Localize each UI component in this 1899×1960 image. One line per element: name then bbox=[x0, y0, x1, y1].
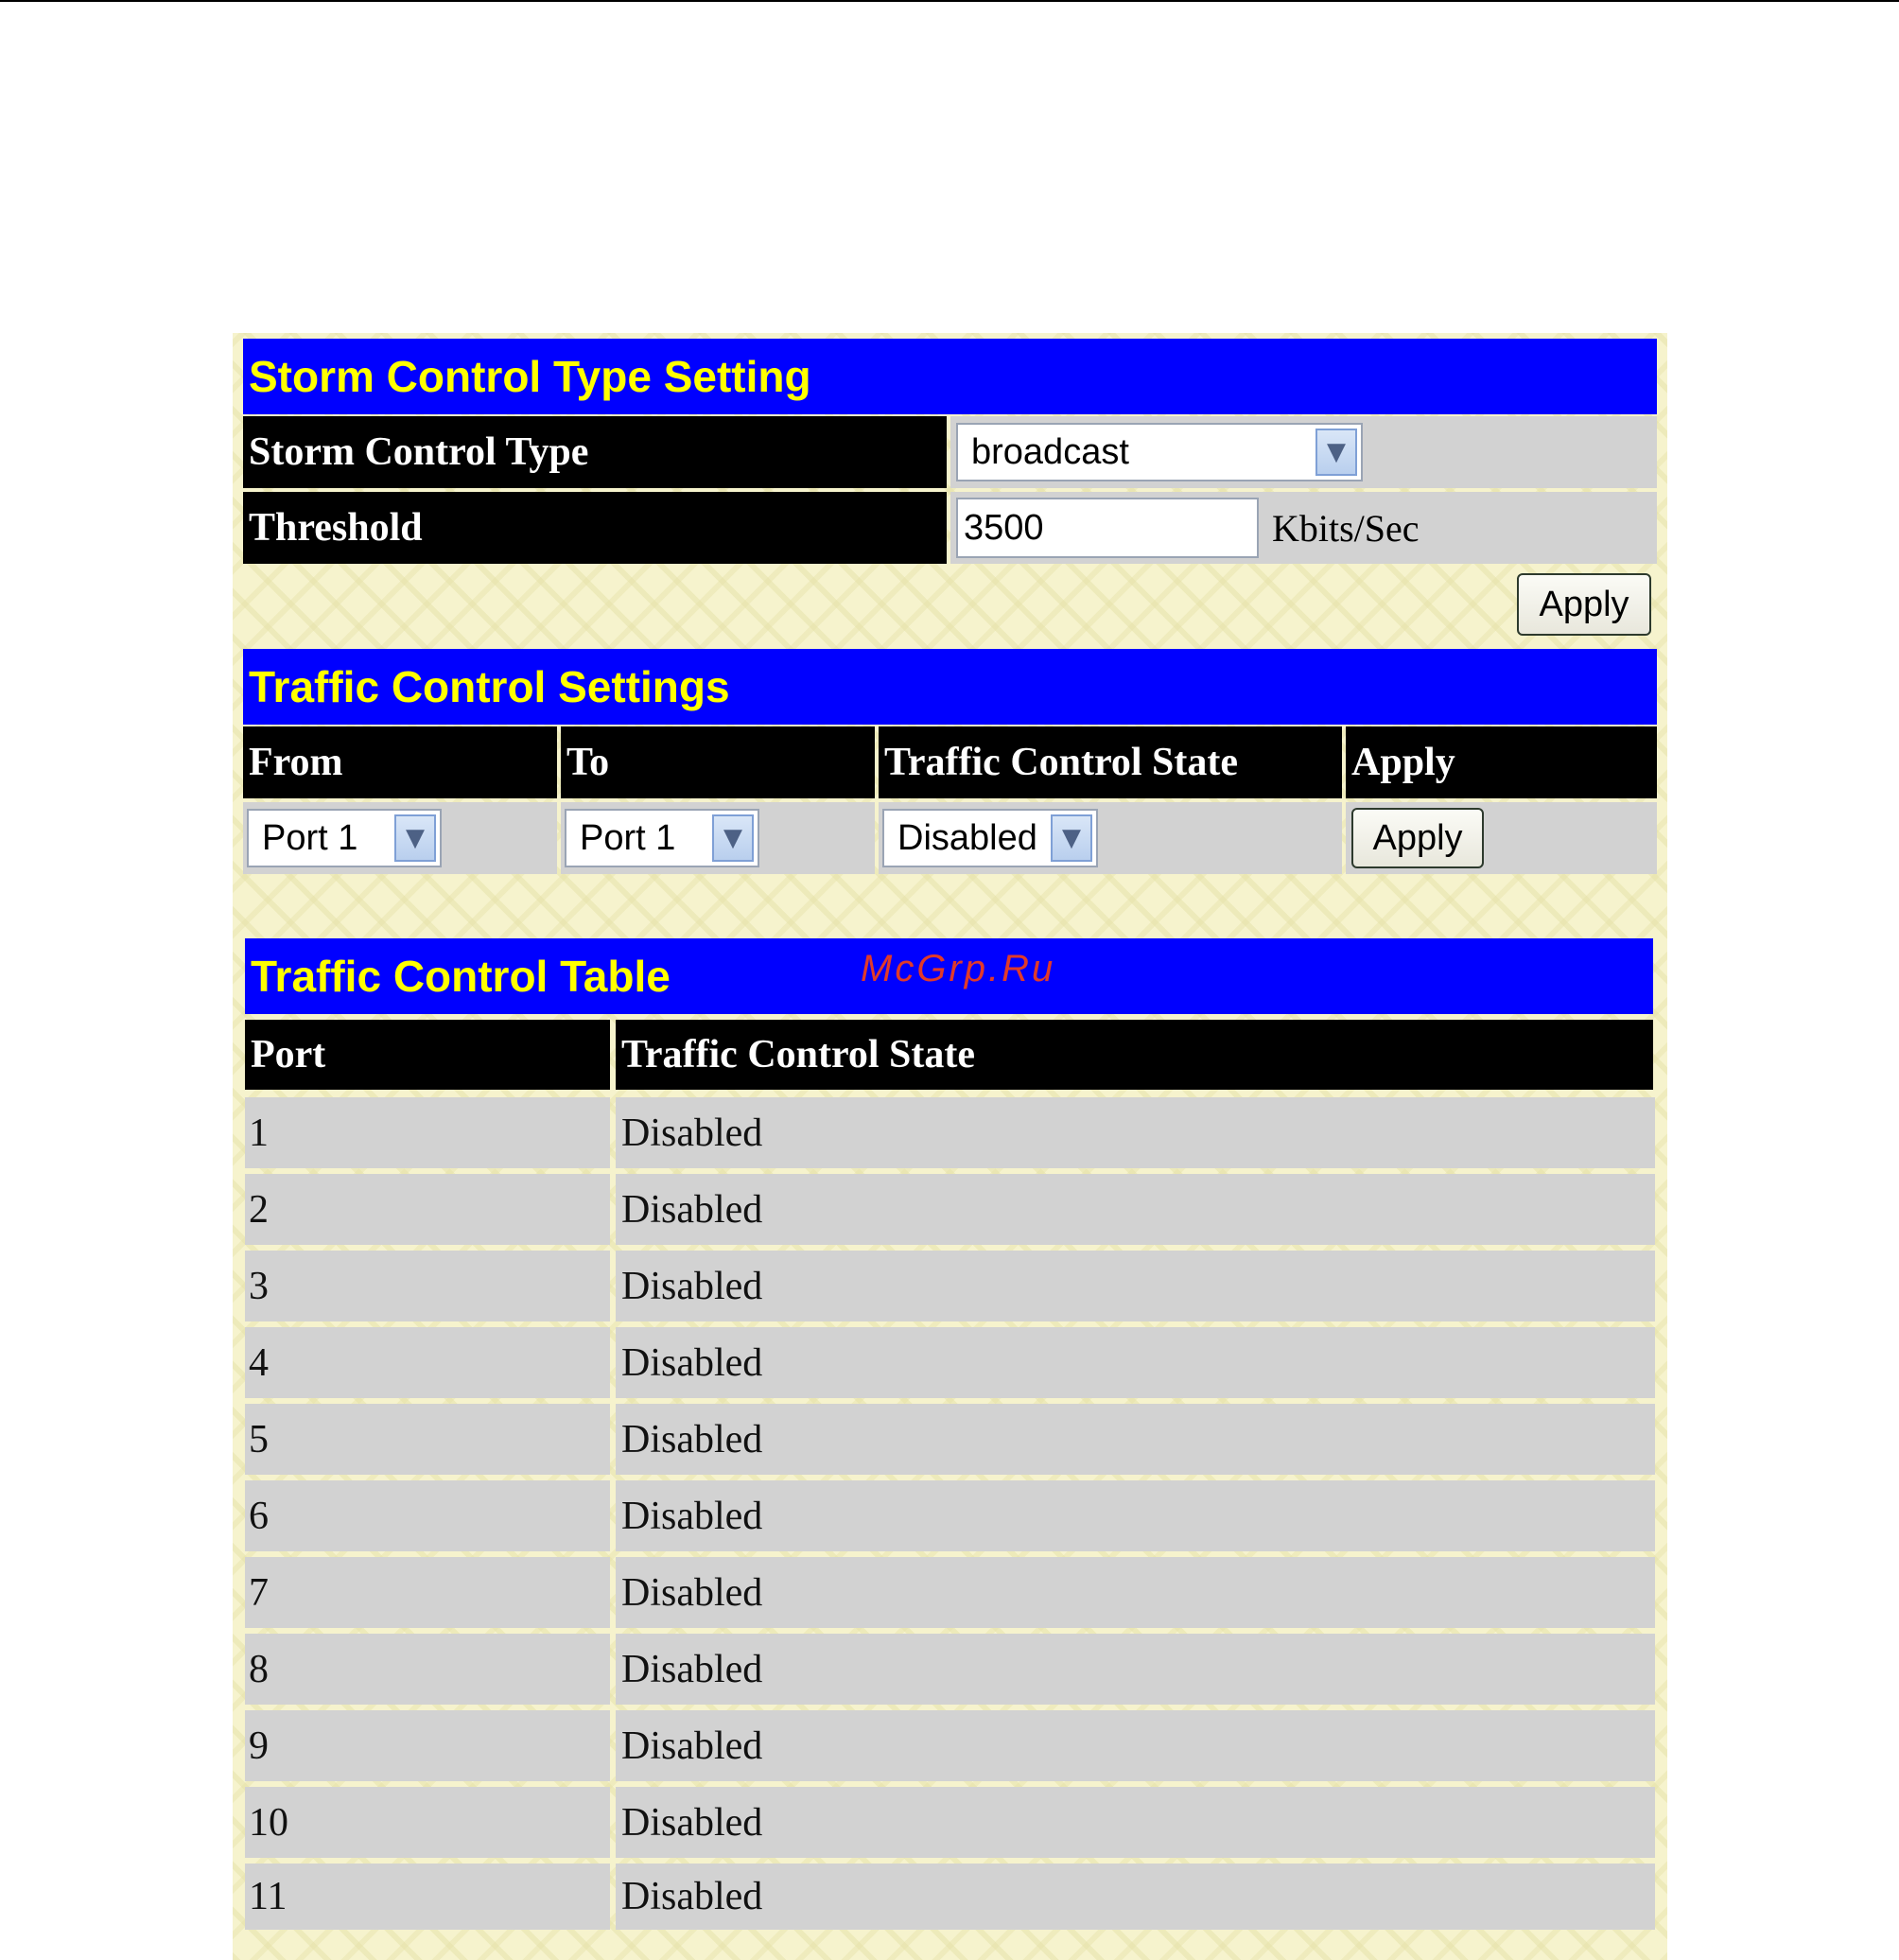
traffic-apply-button[interactable]: Apply bbox=[1351, 808, 1484, 868]
port-cell: 1 bbox=[245, 1097, 610, 1168]
port-cell: 11 bbox=[245, 1864, 610, 1930]
state-cell: Disabled bbox=[616, 1634, 1655, 1705]
storm-control-title: Storm Control Type Setting bbox=[249, 352, 811, 401]
top-rule bbox=[0, 0, 1899, 2]
state-cell: Disabled bbox=[616, 1787, 1655, 1858]
col-port: Port bbox=[245, 1020, 610, 1090]
col-to: To bbox=[561, 726, 875, 798]
state-cell: Disabled bbox=[616, 1174, 1655, 1245]
table-row bbox=[245, 1710, 1655, 1781]
threshold-units: Kbits/Sec bbox=[1272, 506, 1420, 550]
from-cell bbox=[243, 802, 557, 874]
table-row bbox=[245, 1480, 1655, 1551]
storm-control-header bbox=[243, 339, 1657, 414]
state-cell: Disabled bbox=[616, 1097, 1655, 1168]
port-cell: 9 bbox=[245, 1710, 610, 1781]
to-cell bbox=[561, 802, 875, 874]
col-apply: Apply bbox=[1346, 726, 1657, 798]
table-row bbox=[245, 1174, 1655, 1245]
storm-type-select[interactable] bbox=[956, 423, 1363, 481]
storm-apply-button[interactable]: Apply bbox=[1517, 573, 1651, 636]
traffic-state-value: Disabled bbox=[897, 817, 1037, 858]
to-port-select[interactable] bbox=[565, 809, 759, 867]
state-cell: Disabled bbox=[616, 1480, 1655, 1551]
storm-type-value: broadcast bbox=[971, 431, 1129, 472]
col-control-state: Traffic Control State bbox=[616, 1020, 1653, 1090]
state-cell: Disabled bbox=[616, 1404, 1655, 1475]
traffic-table-columns bbox=[245, 1020, 1653, 1090]
state-cell bbox=[879, 802, 1342, 874]
table-row bbox=[245, 1327, 1655, 1398]
port-cell: 2 bbox=[245, 1174, 610, 1245]
traffic-settings-header bbox=[243, 649, 1657, 725]
port-cell: 5 bbox=[245, 1404, 610, 1475]
storm-type-label: Storm Control Type bbox=[243, 416, 947, 488]
table-row bbox=[245, 1787, 1655, 1858]
col-from: From bbox=[243, 726, 557, 798]
from-port-value: Port 1 bbox=[262, 817, 358, 858]
chevron-down-icon[interactable]: ▼ bbox=[1051, 814, 1092, 862]
table-row bbox=[245, 1634, 1655, 1705]
storm-type-cell bbox=[950, 416, 1657, 488]
table-row bbox=[245, 1251, 1655, 1321]
threshold-row bbox=[243, 492, 1657, 564]
from-port-select[interactable] bbox=[247, 809, 442, 867]
port-cell: 7 bbox=[245, 1557, 610, 1628]
state-cell: Disabled bbox=[616, 1557, 1655, 1628]
threshold-cell bbox=[950, 492, 1657, 564]
port-cell: 3 bbox=[245, 1251, 610, 1321]
port-cell: 4 bbox=[245, 1327, 610, 1398]
table-row bbox=[245, 1404, 1655, 1475]
port-cell: 8 bbox=[245, 1634, 610, 1705]
traffic-settings-title: Traffic Control Settings bbox=[249, 662, 730, 711]
port-cell: 10 bbox=[245, 1787, 610, 1858]
state-cell: Disabled bbox=[616, 1710, 1655, 1781]
port-cell: 6 bbox=[245, 1480, 610, 1551]
storm-type-row bbox=[243, 416, 1657, 488]
traffic-settings-controls bbox=[243, 802, 1657, 874]
traffic-table-title: Traffic Control Table bbox=[251, 952, 671, 1001]
chevron-down-icon[interactable]: ▼ bbox=[712, 814, 754, 862]
col-traffic-state: Traffic Control State bbox=[879, 726, 1342, 798]
table-row bbox=[245, 1557, 1655, 1628]
traffic-settings-columns bbox=[243, 726, 1657, 798]
threshold-label: Threshold bbox=[243, 492, 947, 564]
watermark-text: McGrp.Ru bbox=[861, 948, 1056, 989]
chevron-down-icon[interactable]: ▼ bbox=[1315, 429, 1357, 476]
to-port-value: Port 1 bbox=[580, 817, 676, 858]
state-cell: Disabled bbox=[616, 1864, 1655, 1930]
chevron-down-icon[interactable]: ▼ bbox=[394, 814, 436, 862]
threshold-input[interactable] bbox=[956, 498, 1259, 558]
traffic-state-select[interactable] bbox=[882, 809, 1098, 867]
table-row bbox=[245, 1864, 1655, 1930]
state-cell: Disabled bbox=[616, 1327, 1655, 1398]
state-cell: Disabled bbox=[616, 1251, 1655, 1321]
apply-cell bbox=[1346, 802, 1657, 874]
table-row bbox=[245, 1097, 1655, 1168]
